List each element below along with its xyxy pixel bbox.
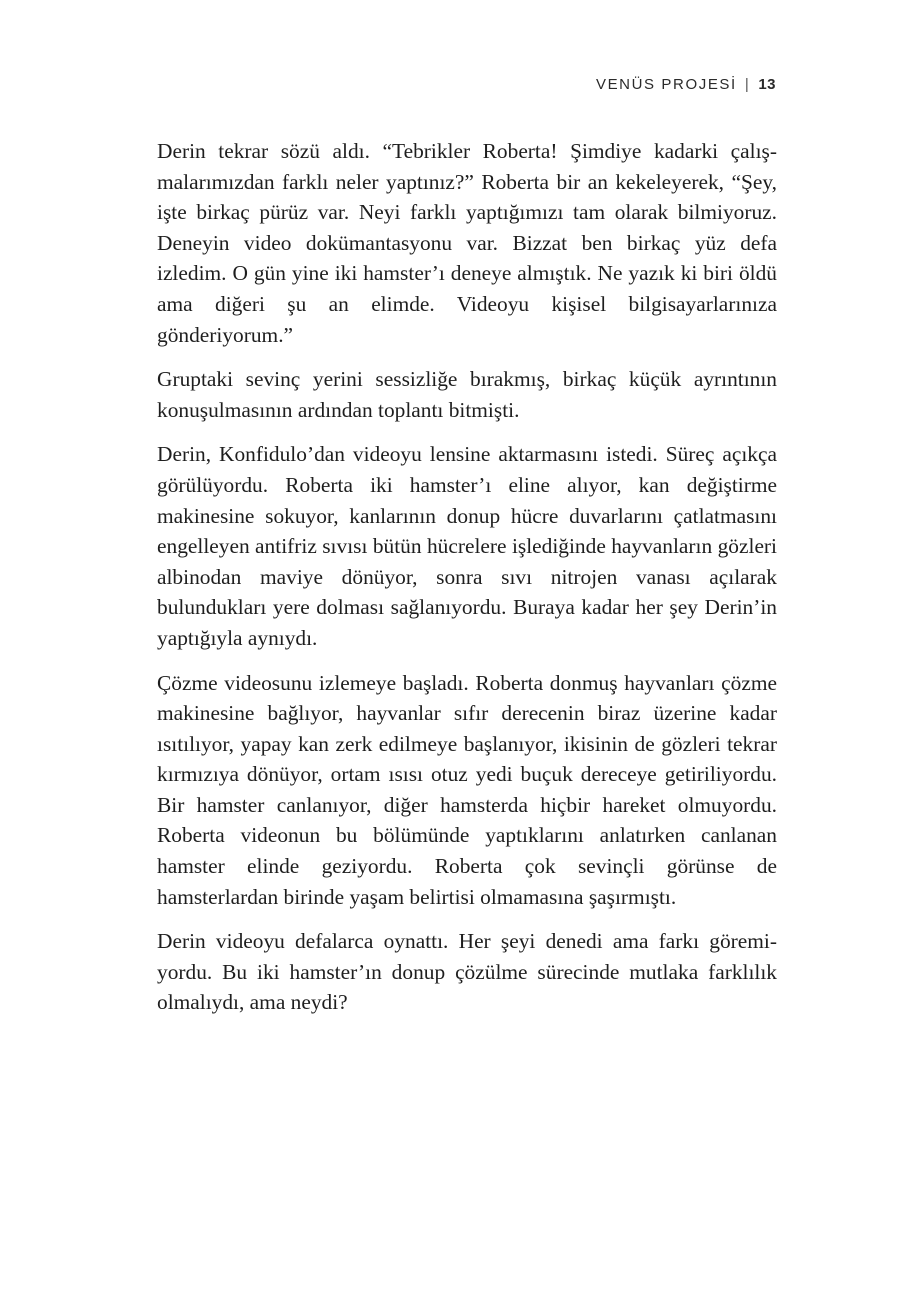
running-header — [596, 76, 776, 93]
book-title: VENÜS PROJESİ — [595, 76, 737, 93]
paragraph: Derin tekrar sözü aldı. “Tebrikler Roberta! Şimdiye kadarki çalışmalarımızdan farklı neler yaptınız?” Roberta bir an kekeleyerek, “Şey, işte birkaç pürüz var. Neyi farklı yaptığımızı tam olarak bilmiyoruz. Deneyin video dokümantasyonu var. Bizzat ben birkaç yüz defa izledim. O gün yine iki hamster’ı deneye almıştık. Ne yazık ki biri öldü ama diğeri şu an elimde. Videoyu kişisel bilgisayarlarınıza gönderiyorum.” — [157, 139, 777, 347]
header-separator: | — [744, 76, 751, 93]
body-text — [157, 136, 777, 1032]
page-number: 13 — [758, 76, 776, 93]
paragraph: Gruptaki sevinç yerini sessizliğe bırakmış, birkaç küçük ayrıntının konuşulmasının ardından toplantı bitmişti. — [157, 367, 777, 422]
paragraph: Derin, Konfidulo’dan videoyu lensine aktarmasını istedi. Süreç açıkça görülüyordu. Roberta iki hamster’ı eline alıyor, kan değiştirme makinesine sokuyor, kanlarının donup hücre duvarlarını çatlatmasını engelleyen antifriz sıvısı bütün hücrelere işlediğinde hayvanların gözleri albinodan maviye dönüyor, sonra sıvı nitrojen vanası açılarak bulundukları yere dolması sağlanıyordu. Buraya kadar her şey Derin’in yaptığıyla aynıydı. — [157, 442, 777, 650]
paragraph: Çözme videosunu izlemeye başladı. Roberta donmuş hayvanları çözme makinesine bağlıyor, hayvanlar sıfır derecenin biraz üzerine kadar ısıtılıyor, yapay kan zerk edilmeye başlanıyor, ikisinin de gözleri tekrar kırmızıya dönüyor, ortam ısısı otuz yedi buçuk dereceye getiriliyordu. Bir hamster canlanıyor, diğer hamsterda hiçbir hareket olmuyordu. Roberta videonun bu bölümünde yaptıklarını anlatırken canlanan hamster elinde geziyordu. Roberta çok sevinçli görünse de hamsterlardan birinde yaşam belirtisi olmamasına şaşırmıştı. — [157, 670, 777, 909]
paragraph: Derin videoyu defalarca oynattı. Her şeyi denedi ama farkı göremiyordu. Bu iki hamster’ın donup çözülme sürecinde mutlaka farklılık olmalıydı, ama neydi? — [157, 929, 777, 1015]
